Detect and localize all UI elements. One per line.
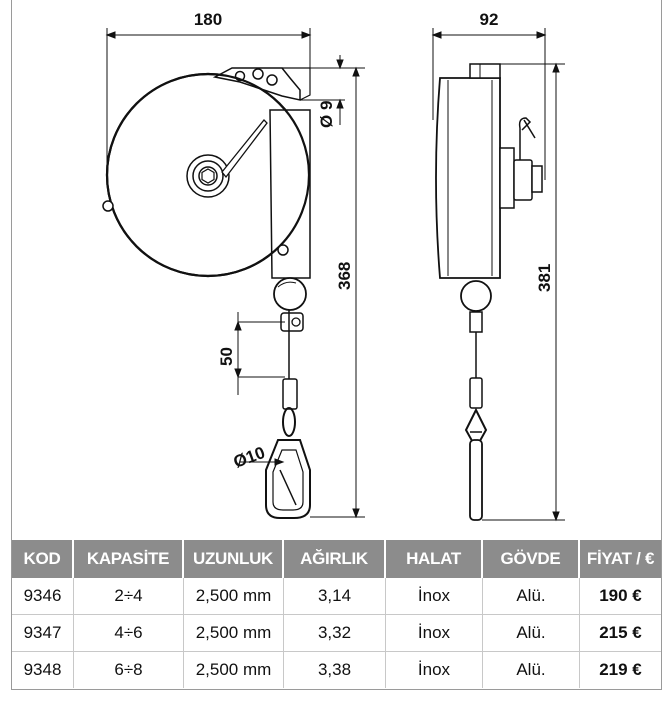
col-header-fiyat: FİYAT / € — [580, 540, 661, 578]
cell-govde: Alü. — [483, 652, 580, 688]
cell-kod: 9347 — [12, 615, 74, 652]
cell-kod: 9348 — [12, 652, 74, 688]
dim-height-body: 368 — [335, 261, 354, 290]
cell-agirlik: 3,32 — [284, 615, 386, 652]
dim-hole-diameter: Ø 9 — [317, 100, 336, 128]
cell-uzunluk: 2,500 mm — [184, 652, 284, 688]
spec-table — [12, 540, 661, 688]
cell-govde: Alü. — [483, 578, 580, 615]
cell-halat: İnox — [386, 578, 483, 615]
cell-kapasite: 6÷8 — [74, 652, 184, 688]
cell-fiyat: 219 € — [599, 660, 642, 679]
cell-kod: 9346 — [12, 578, 74, 615]
col-header-kod: KOD — [12, 540, 74, 578]
cell-govde: Alü. — [483, 615, 580, 652]
dim-width-side: 92 — [479, 10, 499, 29]
cell-kapasite: 2÷4 — [74, 578, 184, 615]
table-row — [12, 615, 661, 652]
cell-kapasite: 4÷6 — [74, 615, 184, 652]
cell-agirlik: 3,38 — [284, 652, 386, 688]
col-header-kapasite: KAPASİTE — [74, 540, 184, 578]
cell-fiyat: 190 € — [580, 578, 661, 615]
cell-halat: İnox — [386, 615, 483, 652]
dim-hook-length: 50 — [217, 347, 236, 366]
dim-height-total: 381 — [535, 263, 554, 292]
table-row — [12, 578, 661, 615]
dim-width-front: 180 — [193, 10, 223, 29]
cell-fiyat: 215 € — [580, 615, 661, 652]
cell-uzunluk: 2,500 mm — [184, 578, 284, 615]
table-header-row — [12, 540, 661, 578]
cell-halat: İnox — [386, 652, 483, 688]
dim-hook-diameter: Ø10 — [230, 442, 268, 472]
col-header-agirlik: AĞIRLIK — [284, 540, 386, 578]
cell-uzunluk: 2,500 mm — [184, 615, 284, 652]
cell-agirlik: 3,14 — [284, 578, 386, 615]
table-row — [12, 652, 661, 688]
col-header-uzunluk: UZUNLUK — [184, 540, 284, 578]
col-header-govde: GÖVDE — [483, 540, 580, 578]
col-header-halat: HALAT — [386, 540, 483, 578]
